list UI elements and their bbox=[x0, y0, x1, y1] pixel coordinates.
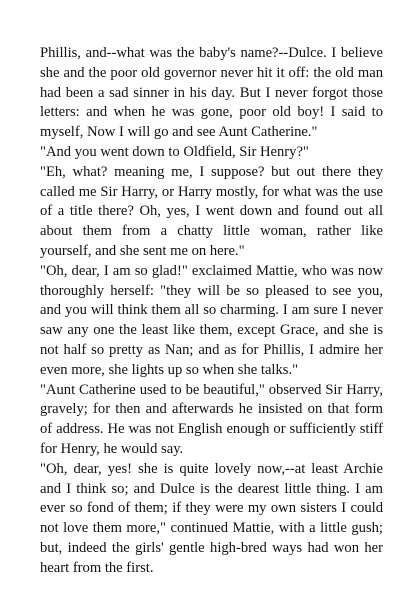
paragraph-1: Phillis, and--what was the baby's name?--Dulce. I believe she and the poor old governor never hit it off: the old man had been a sad sinner in his day. But I never forgot those letters: and when he was gone, poor old boy! I said to myself, Now I will go and see Aunt Catherine." bbox=[40, 45, 383, 141]
page-text bbox=[40, 44, 383, 579]
paragraph-5: "Aunt Catherine used to be beautiful," observed Sir Harry, gravely; for then and afterwards he insisted on that form of address. He was not English enough or sufficiently stiff for Henry, he would say. bbox=[40, 381, 383, 457]
paragraph-2: "And you went down to Oldfield, Sir Henry?" bbox=[40, 143, 309, 160]
paragraph-4: "Oh, dear, I am so glad!" exclaimed Mattie, who was now thoroughly herself: "they will be so pleased to see you, and you will think them all so charming. I am sure I never saw any one the least like them, except Grace, and she is not half so pretty as Nan; and as for Phillis, I admire her even more, she lights up so when she talks." bbox=[40, 262, 383, 378]
paragraph-6: "Oh, dear, yes! she is quite lovely now,--at least Archie and I think so; and Dulce is the dearest little thing. I am ever so fond of them; if they were my own sisters I could not love them more," continued Mattie, with a little gush; but, indeed the girls' gentle high-bred ways had won her heart from the first. bbox=[40, 460, 383, 576]
paragraph-3: "Eh, what? meaning me, I suppose? but out there they called me Sir Harry, or Harry mostly, for what was the use of a title there? Oh, yes, I went down and found out all about them from a chatty little woman, rather like yourself, and she sent me on here." bbox=[40, 163, 383, 259]
